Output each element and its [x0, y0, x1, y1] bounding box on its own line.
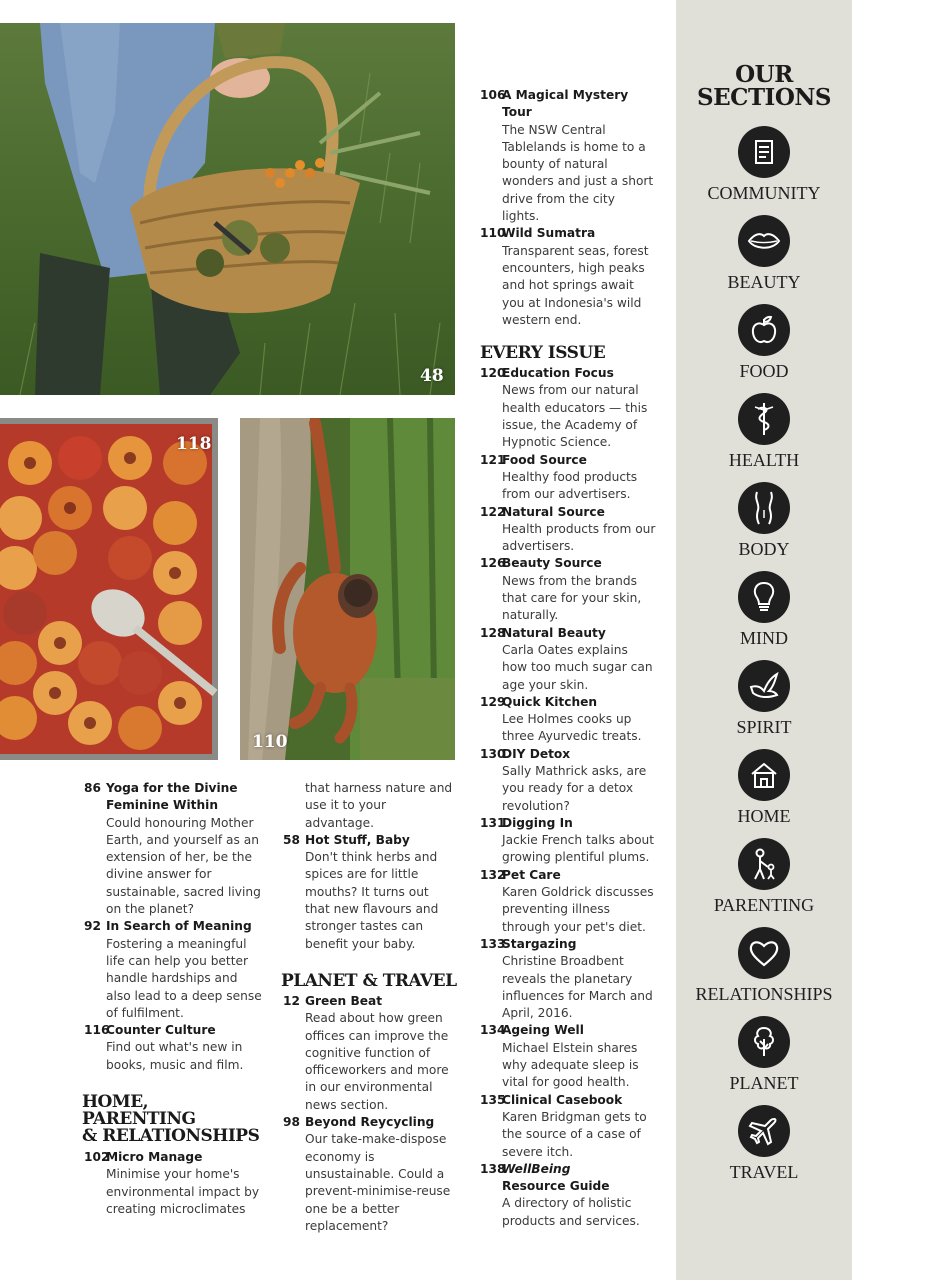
page-number-118: 118	[176, 434, 212, 454]
entry-page-number: 98	[283, 1115, 300, 1130]
entry-description: Lee Holmes cooks up three Ayurvedic treats.	[502, 712, 642, 744]
section-item-relationships[interactable]	[676, 927, 852, 1004]
entry-title: Micro Manage	[106, 1150, 203, 1165]
entry-title: Beauty Source	[502, 556, 602, 571]
entry-page-number: 133	[480, 936, 506, 951]
section-item-home[interactable]	[676, 749, 852, 826]
sidebar-title: OUR SECTIONS	[697, 61, 831, 111]
contents-entry[interactable]	[480, 694, 656, 746]
entry-page-number: 106	[480, 88, 506, 102]
entry-description: Health products from our advertisers.	[502, 521, 656, 554]
section-label: PLANET	[729, 1073, 799, 1093]
contents-entry[interactable]	[480, 867, 656, 936]
entry-title-italic: WellBeing	[502, 1161, 571, 1176]
entry-description: The NSW Central Tablelands is home to a bounty of natural wonders and just a short drive from the city lights.	[502, 122, 654, 224]
section-label: PARENTING	[713, 895, 815, 915]
entry-page-number: 12	[283, 993, 300, 1008]
entry-description: News from our natural health educators — this issue, the Academy of Hypnotic Science.	[502, 383, 648, 450]
contents-entry[interactable]	[84, 918, 264, 1022]
entry-title: Yoga for the Divine Feminine Within	[106, 781, 238, 813]
contents-entry[interactable]	[283, 1114, 457, 1235]
section-label: FOOD	[739, 361, 789, 381]
entry-description: Read about how green offices can improve the cognitive function of officeworkers and more in our environmental news section.	[305, 1011, 449, 1112]
entry-description: Healthy food products from our advertisers.	[502, 469, 638, 502]
section-item-planet[interactable]	[676, 1016, 852, 1093]
section-label: RELATIONSHIPS	[695, 984, 833, 1004]
entry-page-number: 58	[283, 832, 300, 847]
entry-title: Education Focus	[502, 366, 614, 381]
entry-description: Could honouring Mother Earth, and yourself as an extension of her, be the divine answer for sustainable, sacred living on the planet?	[106, 815, 261, 917]
entry-title: In Search of Meaning	[106, 919, 252, 934]
tree-icon	[738, 1016, 790, 1068]
entry-page-number: 116	[84, 1023, 110, 1038]
our-sections-sidebar	[676, 0, 852, 1280]
section-label: HOME	[737, 806, 791, 826]
contents-entry[interactable]	[480, 1092, 656, 1161]
section-item-food[interactable]	[676, 304, 852, 381]
contents-entry[interactable]	[480, 936, 656, 1022]
section-item-parenting[interactable]	[676, 838, 852, 915]
entry-page-number: 92	[84, 919, 101, 934]
entry-page-number: 86	[84, 781, 101, 795]
basket-photo	[0, 23, 455, 395]
entry-title: Quick Kitchen	[502, 694, 598, 709]
entry-page-number: 102	[84, 1150, 110, 1165]
contents-entry[interactable]	[84, 1149, 264, 1218]
entry-page-number: 130	[480, 746, 506, 761]
entry-title: Beyond Reycycling	[305, 1115, 435, 1130]
entry-title: Green Beat	[305, 993, 383, 1008]
torso-icon	[738, 482, 790, 534]
entry-page-number: 135	[480, 1092, 506, 1107]
entry-description: Carla Oates explains how too much sugar can age your skin.	[502, 642, 653, 692]
contents-column-3	[480, 87, 656, 1230]
section-label: TRAVEL	[729, 1162, 799, 1182]
contents-entry[interactable]	[84, 1022, 264, 1074]
contents-entry[interactable]	[480, 87, 656, 225]
section-item-body[interactable]	[676, 482, 852, 559]
section-label: BODY	[738, 539, 790, 559]
entry-description: Jackie French talks about growing plentiful plums.	[502, 833, 655, 865]
apple-icon	[738, 304, 790, 356]
entry-description: Fostering a meaningful life can help you better handle hardships and also lead to a deep sense of fulfilment.	[106, 936, 262, 1020]
entry-title: Food Source	[502, 452, 587, 467]
entry-title: Clinical Casebook	[502, 1092, 623, 1107]
entry-description: Karen Goldrick discusses preventing illness through your pet's diet.	[502, 885, 654, 934]
contents-entry[interactable]	[480, 452, 656, 504]
entry-title: Natural Source	[502, 504, 605, 519]
document-icon	[738, 126, 790, 178]
parent-child-icon	[738, 838, 790, 890]
entry-title: Digging In	[502, 815, 573, 830]
entry-page-number: 138	[480, 1161, 506, 1176]
entry-description: A directory of holistic products and services.	[502, 1196, 640, 1228]
section-item-health[interactable]	[676, 393, 852, 470]
entry-title: Stargazing	[502, 936, 577, 951]
entry-title: DIY Detox	[502, 746, 571, 761]
section-heading-planet-travel: PLANET & TRAVEL	[281, 970, 457, 991]
section-label: MIND	[740, 628, 788, 648]
entry-description: Karen Bridgman gets to the source of a case of severe itch.	[502, 1109, 647, 1159]
section-item-mind[interactable]	[676, 571, 852, 648]
entry-description: Minimise your home's environmental impact by creating microclimates	[106, 1167, 260, 1216]
contents-column-1	[84, 780, 264, 1218]
contents-entry[interactable]	[283, 993, 457, 1114]
contents-entry[interactable]	[480, 815, 656, 867]
section-item-spirit[interactable]	[676, 660, 852, 737]
entry-description: Christine Broadbent reveals the planetary influences for March and April, 2016.	[502, 954, 653, 1021]
section-label: BEAUTY	[727, 272, 801, 292]
section-label: SPIRIT	[736, 717, 792, 737]
contents-entry[interactable]	[84, 780, 264, 918]
contents-entry[interactable]	[283, 832, 457, 953]
entry-page-number: 121	[480, 452, 506, 467]
peaches-photo	[0, 418, 218, 760]
lips-icon	[738, 215, 790, 267]
entry-page-number: 128	[480, 625, 506, 640]
entry-description: News from the brands that care for your skin, naturally.	[502, 573, 642, 623]
caduceus-icon	[738, 393, 790, 445]
section-item-community[interactable]	[676, 126, 852, 203]
section-item-beauty[interactable]	[676, 215, 852, 292]
page-number-48: 48	[420, 366, 444, 386]
entry-title: Pet Care	[502, 867, 561, 882]
contents-entry[interactable]	[480, 1161, 656, 1230]
entry-title: Natural Beauty	[502, 625, 606, 640]
airplane-icon	[738, 1105, 790, 1157]
heart-icon	[738, 927, 790, 979]
contents-entry[interactable]	[480, 365, 656, 451]
entry-title: Resource Guide	[502, 1179, 610, 1194]
entry-page-number: 129	[480, 694, 506, 709]
entry-description: Michael Elstein shares why adequate sleep is vital for good health.	[502, 1040, 639, 1090]
contents-entry[interactable]	[480, 746, 656, 815]
contents-column-2	[283, 780, 457, 1235]
contents-entry[interactable]	[480, 504, 656, 556]
page-number-110: 110	[252, 732, 288, 752]
section-label: HEALTH	[728, 450, 800, 470]
continued-description: that harness nature and use it to your advantage.	[305, 781, 453, 830]
section-heading-home-parenting: HOME, PARENTING & RELATIONSHIPS	[82, 1092, 260, 1147]
entry-description: Our take-make-dispose economy is unsustainable. Could a prevent-minimise-reuse one be a better replacement?	[305, 1132, 451, 1233]
entry-title: Counter Culture	[106, 1023, 216, 1038]
entry-page-number: 134	[480, 1023, 506, 1038]
entry-title: A Magical Mystery Tour	[502, 88, 629, 120]
contents-entry[interactable]	[480, 1022, 656, 1091]
section-heading-every-issue: EVERY ISSUE	[480, 343, 606, 364]
entry-page-number: 132	[480, 867, 506, 882]
lightbulb-icon	[738, 571, 790, 623]
contents-entry[interactable]	[480, 555, 656, 624]
entry-title: Wild Sumatra	[502, 226, 596, 241]
entry-description: Transparent seas, forest encounters, high peaks and hot springs await you at Indonesia's wild western end.	[502, 243, 649, 327]
entry-title: Ageing Well	[502, 1023, 584, 1038]
entry-page-number: 126	[480, 556, 506, 571]
entry-page-number: 120	[480, 366, 506, 381]
section-label: COMMUNITY	[707, 183, 821, 203]
section-item-travel[interactable]	[676, 1105, 852, 1182]
house-icon	[738, 749, 790, 801]
orangutan-photo	[240, 418, 455, 760]
entry-description: Find out what's new in books, music and film.	[106, 1040, 244, 1072]
entry-page-number: 110	[480, 226, 506, 241]
contents-entry[interactable]	[480, 625, 656, 694]
entry-description: Sally Mathrick asks, are you ready for a detox revolution?	[502, 763, 647, 813]
dove-icon	[738, 660, 790, 712]
entry-page-number: 122	[480, 504, 506, 519]
contents-entry[interactable]	[480, 225, 656, 329]
entry-title: Hot Stuff, Baby	[305, 832, 410, 847]
entry-page-number: 131	[480, 815, 506, 830]
entry-description: Don't think herbs and spices are for little mouths? It turns out that new flavours and stronger tastes can benefit your baby.	[305, 850, 439, 951]
